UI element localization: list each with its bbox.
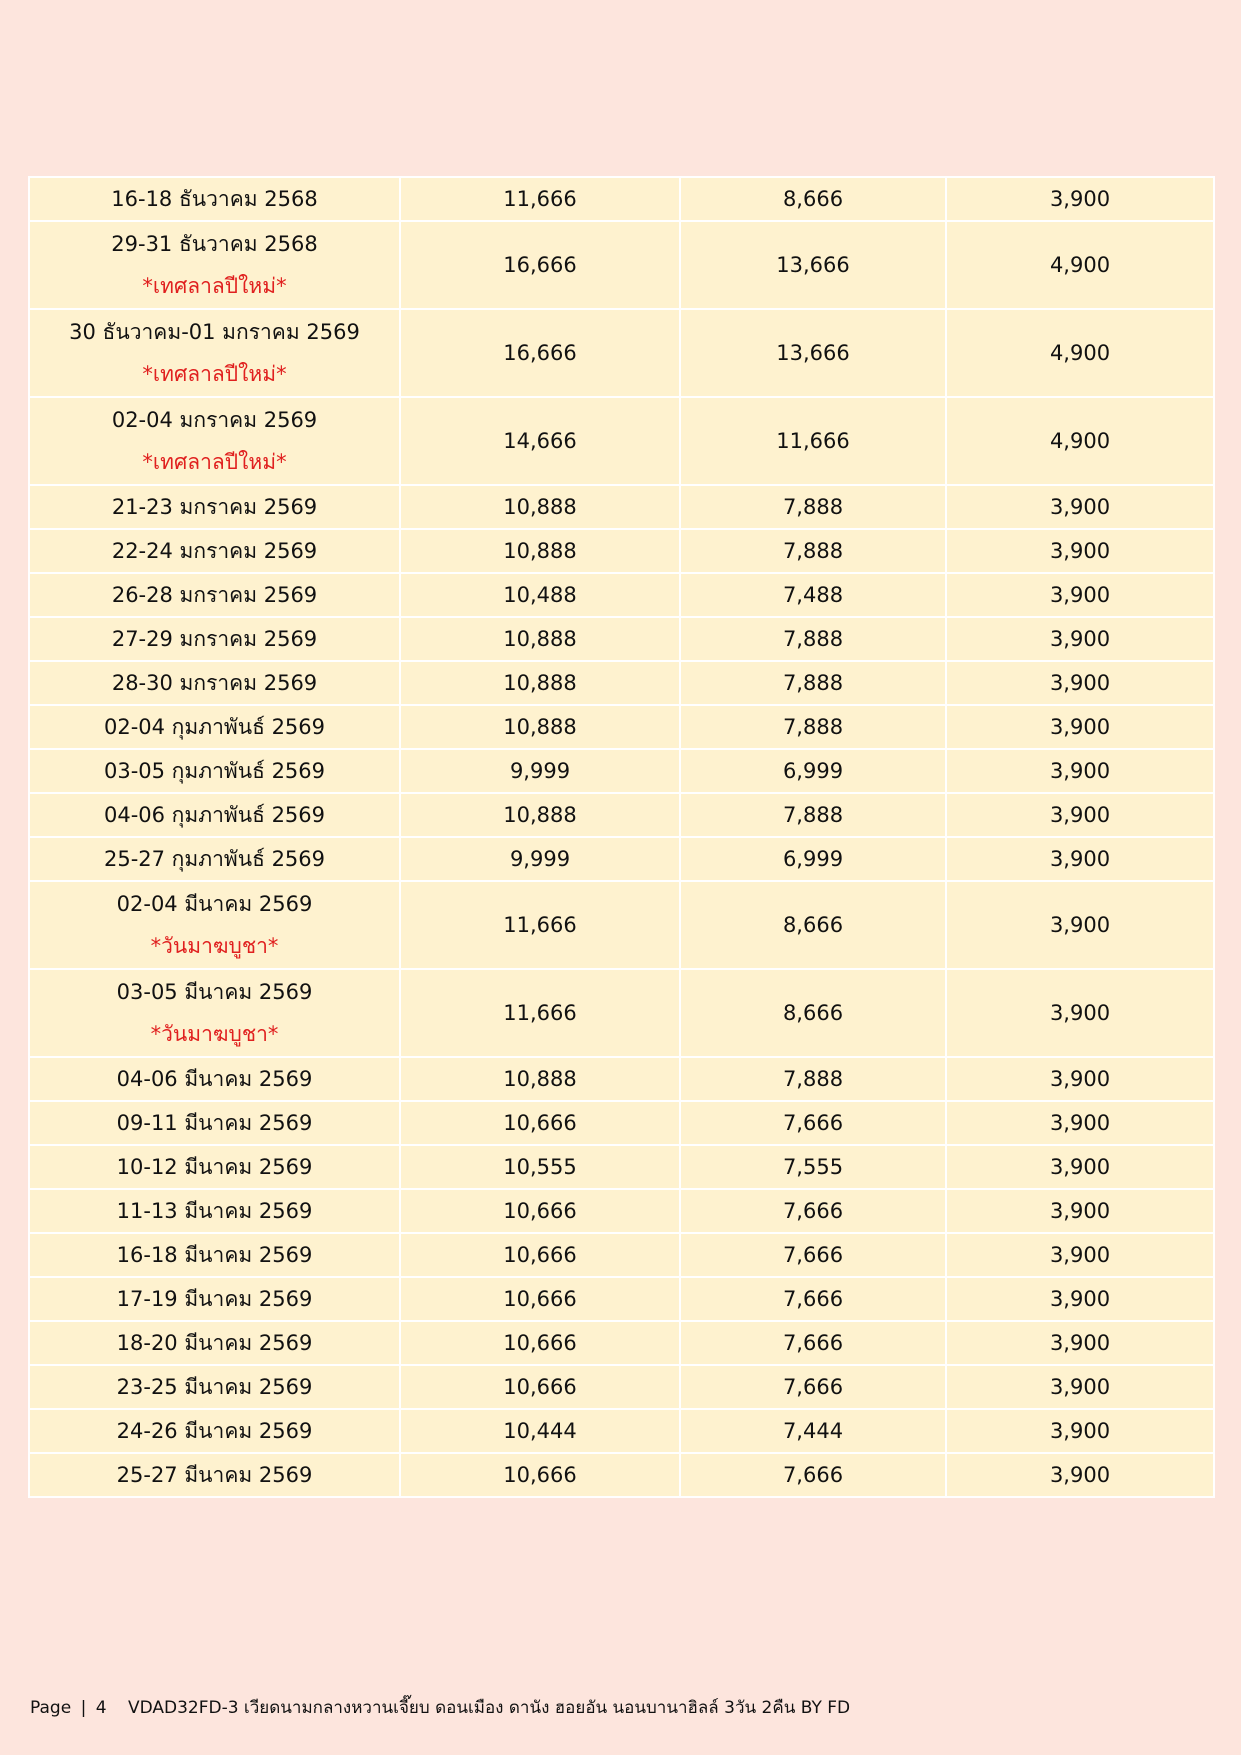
price-cell-col4: 3,900 [946,529,1214,573]
table-row [29,397,1214,485]
price-cell-col4: 3,900 [946,837,1214,881]
price-cell-col2: 10,666 [400,1321,680,1365]
price-cell-col2: 10,666 [400,1277,680,1321]
price-cell-col2: 11,666 [400,177,680,221]
travel-date: 16-18 ธันวาคม 2568 [111,186,318,211]
travel-date-cell [29,573,400,617]
travel-date-cell [29,1409,400,1453]
travel-date-cell [29,1365,400,1409]
price-cell-col3: 6,999 [680,749,946,793]
travel-date: 23-25 มีนาคม 2569 [116,1374,313,1399]
price-cell-col2: 10,666 [400,1453,680,1497]
price-cell-col3: 13,666 [680,221,946,309]
price-cell-col4: 3,900 [946,177,1214,221]
travel-date: 27-29 มกราคม 2569 [111,626,318,651]
price-cell-col3: 7,888 [680,485,946,529]
price-cell-col2: 10,666 [400,1365,680,1409]
price-cell-col3: 7,888 [680,661,946,705]
price-cell-col4: 4,900 [946,309,1214,397]
holiday-note: *เทศลาลปีใหม่* [142,450,287,474]
price-cell-col2: 16,666 [400,309,680,397]
price-cell-col4: 3,900 [946,1057,1214,1101]
travel-date-cell [29,705,400,749]
price-cell-col4: 3,900 [946,661,1214,705]
travel-date-cell [29,1277,400,1321]
travel-date-cell [29,1453,400,1497]
price-cell-col2: 10,888 [400,661,680,705]
travel-date-cell [29,969,400,1057]
price-cell-col4: 3,900 [946,1233,1214,1277]
price-cell-col2: 9,999 [400,749,680,793]
price-cell-col4: 3,900 [946,1277,1214,1321]
price-cell-col3: 7,666 [680,1453,946,1497]
table-row [29,1145,1214,1189]
table-row [29,881,1214,969]
travel-date-cell [29,881,400,969]
table-row [29,1101,1214,1145]
travel-date: 18-20 มีนาคม 2569 [116,1330,313,1355]
footer-document-title: VDAD32FD-3 เวียดนามกลางหวานเจี๊ยบ ดอนเมือง ดานัง ฮอยอัน นอนบานาฮิลล์ 3วัน 2คืน BY FD [127,1698,851,1718]
price-table [28,176,1215,1498]
table-row [29,793,1214,837]
price-cell-col4: 3,900 [946,1145,1214,1189]
price-cell-col3: 8,666 [680,881,946,969]
travel-date: 04-06 มีนาคม 2569 [116,1066,313,1091]
travel-date: 24-26 มีนาคม 2569 [116,1418,313,1443]
price-cell-col2: 10,888 [400,705,680,749]
travel-date: 17-19 มีนาคม 2569 [116,1286,313,1311]
price-cell-col3: 7,666 [680,1277,946,1321]
price-cell-col2: 10,888 [400,617,680,661]
holiday-note: *เทศลาลปีใหม่* [142,274,287,298]
price-cell-col4: 3,900 [946,573,1214,617]
price-cell-col2: 10,666 [400,1189,680,1233]
price-cell-col4: 3,900 [946,1189,1214,1233]
price-cell-col2: 10,888 [400,485,680,529]
travel-date-cell [29,1321,400,1365]
price-cell-col4: 3,900 [946,705,1214,749]
table-row [29,969,1214,1057]
travel-date: 21-23 มกราคม 2569 [111,494,318,519]
price-cell-col4: 3,900 [946,617,1214,661]
price-cell-col2: 14,666 [400,397,680,485]
travel-date-cell [29,1189,400,1233]
travel-date: 26-28 มกราคม 2569 [111,582,318,607]
price-cell-col2: 10,888 [400,1057,680,1101]
travel-date: 29-31 ธันวาคม 2568 [111,231,318,256]
travel-date: 25-27 มีนาคม 2569 [116,1462,313,1487]
price-cell-col3: 11,666 [680,397,946,485]
travel-date-cell [29,749,400,793]
travel-date-cell [29,617,400,661]
price-cell-col4: 4,900 [946,221,1214,309]
holiday-note: *เทศลาลปีใหม่* [142,362,287,386]
price-cell-col3: 8,666 [680,969,946,1057]
price-cell-col3: 7,666 [680,1233,946,1277]
table-row [29,1277,1214,1321]
table-row [29,617,1214,661]
table-row [29,177,1214,221]
price-cell-col3: 7,666 [680,1101,946,1145]
table-row [29,837,1214,881]
table-row [29,705,1214,749]
travel-date-cell [29,793,400,837]
travel-date-cell [29,661,400,705]
price-cell-col4: 3,900 [946,1409,1214,1453]
table-row [29,573,1214,617]
travel-date-cell [29,397,400,485]
travel-date: 11-13 มีนาคม 2569 [116,1198,313,1223]
price-cell-col3: 7,666 [680,1189,946,1233]
table-row [29,529,1214,573]
price-cell-col4: 3,900 [946,1321,1214,1365]
price-cell-col2: 10,444 [400,1409,680,1453]
table-row [29,485,1214,529]
price-cell-col2: 10,555 [400,1145,680,1189]
price-cell-col3: 7,888 [680,705,946,749]
travel-date-cell [29,221,400,309]
travel-date-cell [29,177,400,221]
price-cell-col2: 11,666 [400,881,680,969]
price-cell-col4: 3,900 [946,793,1214,837]
page-footer [30,1694,850,1721]
table-row [29,1189,1214,1233]
travel-date: 03-05 กุมภาพันธ์ 2569 [103,758,326,783]
table-row [29,1233,1214,1277]
table-row [29,1321,1214,1365]
travel-date-cell [29,1057,400,1101]
price-cell-col3: 6,999 [680,837,946,881]
footer-page-number: 4 [95,1698,107,1718]
price-cell-col4: 3,900 [946,881,1214,969]
travel-date: 02-04 มีนาคม 2569 [116,891,313,916]
price-cell-col3: 7,888 [680,793,946,837]
price-cell-col3: 7,555 [680,1145,946,1189]
price-cell-col3: 7,444 [680,1409,946,1453]
travel-date: 04-06 กุมภาพันธ์ 2569 [103,802,326,827]
table-row [29,749,1214,793]
price-cell-col2: 11,666 [400,969,680,1057]
travel-date: 03-05 มีนาคม 2569 [116,979,313,1004]
table-row [29,1365,1214,1409]
travel-date-cell [29,529,400,573]
price-cell-col3: 7,666 [680,1321,946,1365]
table-row [29,661,1214,705]
footer-separator: | [80,1698,87,1718]
price-cell-col4: 3,900 [946,485,1214,529]
holiday-note: *วันมาฆบูชา* [150,934,279,958]
footer-page-label: Page [30,1698,72,1718]
price-cell-col2: 9,999 [400,837,680,881]
price-cell-col3: 8,666 [680,177,946,221]
price-cell-col2: 10,488 [400,573,680,617]
price-cell-col3: 7,666 [680,1365,946,1409]
travel-date: 25-27 กุมภาพันธ์ 2569 [103,846,326,871]
price-cell-col2: 10,666 [400,1233,680,1277]
price-cell-col4: 4,900 [946,397,1214,485]
price-cell-col4: 3,900 [946,1365,1214,1409]
price-cell-col3: 7,488 [680,573,946,617]
price-cell-col4: 3,900 [946,749,1214,793]
price-cell-col2: 16,666 [400,221,680,309]
travel-date: 30 ธันวาคม-01 มกราคม 2569 [69,319,360,344]
travel-date-cell [29,1101,400,1145]
table-row [29,309,1214,397]
price-cell-col3: 7,888 [680,1057,946,1101]
table-row [29,1453,1214,1497]
travel-date-cell [29,837,400,881]
travel-date: 16-18 มีนาคม 2569 [116,1242,313,1267]
holiday-note: *วันมาฆบูชา* [150,1022,279,1046]
price-cell-col2: 10,666 [400,1101,680,1145]
table-row [29,1057,1214,1101]
travel-date-cell [29,1145,400,1189]
price-cell-col3: 13,666 [680,309,946,397]
price-cell-col3: 7,888 [680,617,946,661]
table-row [29,1409,1214,1453]
price-cell-col2: 10,888 [400,529,680,573]
price-cell-col3: 7,888 [680,529,946,573]
travel-date-cell [29,485,400,529]
table-row [29,221,1214,309]
travel-date: 02-04 กุมภาพันธ์ 2569 [103,714,326,739]
price-cell-col4: 3,900 [946,1101,1214,1145]
price-table-body [29,177,1214,1497]
price-cell-col2: 10,888 [400,793,680,837]
travel-date-cell [29,309,400,397]
travel-date: 22-24 มกราคม 2569 [111,538,318,563]
travel-date: 09-11 มีนาคม 2569 [116,1110,313,1135]
price-cell-col4: 3,900 [946,1453,1214,1497]
travel-date: 02-04 มกราคม 2569 [111,407,318,432]
price-cell-col4: 3,900 [946,969,1214,1057]
travel-date-cell [29,1233,400,1277]
travel-date: 10-12 มีนาคม 2569 [116,1154,313,1179]
travel-date: 28-30 มกราคม 2569 [111,670,318,695]
